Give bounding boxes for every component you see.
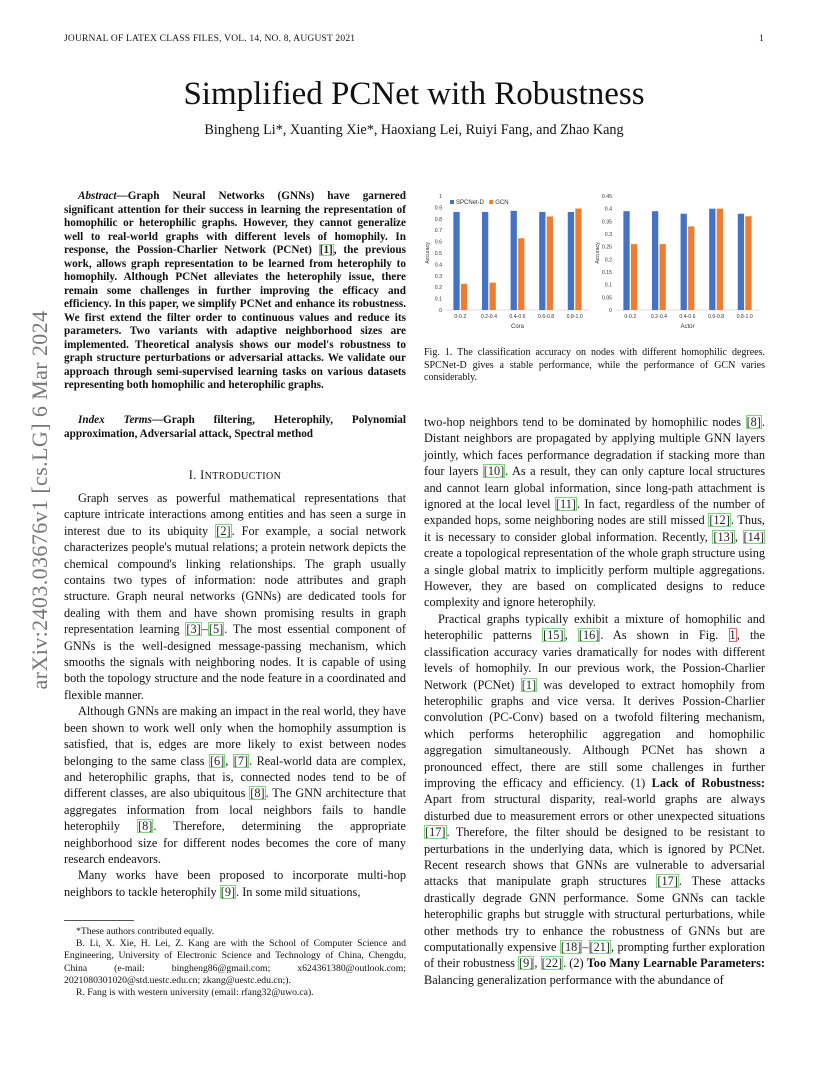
y-tick-label: 0 bbox=[609, 308, 612, 314]
footnote: B. Li, X. Xie, H. Lei, Z. Kang are with the School of Computer Science and Engineering, University of Electronic Science and Technology of China, Chengdu, China (e-mail: bingheng86@gmail.com; x624361380@outlook.com; 2021080301020@std.uestc.edu.cn; zkang@uestc.edu.cn;). bbox=[64, 938, 406, 986]
y-tick-label: 0.1 bbox=[434, 296, 442, 303]
citation-link[interactable]: [9] bbox=[220, 884, 236, 899]
abstract-label: Abstract bbox=[78, 190, 117, 202]
bar-spcnet-d bbox=[511, 211, 517, 310]
y-tick-label: 0.3 bbox=[604, 232, 612, 238]
citation-link[interactable]: [14] bbox=[743, 529, 764, 544]
section-heading-introduction: I. INTRODUCTION bbox=[188, 468, 282, 482]
citation-link[interactable]: [9] bbox=[519, 956, 534, 971]
figure-link[interactable]: 1 bbox=[729, 628, 736, 643]
x-tick-label: 0.6-0.8 bbox=[708, 314, 725, 320]
bar-spcnet-d bbox=[652, 211, 658, 310]
running-head bbox=[64, 34, 764, 44]
citation-link[interactable]: [2] bbox=[216, 523, 231, 538]
y-tick-label: 0.6 bbox=[434, 239, 442, 246]
citation-link[interactable]: [17] bbox=[425, 825, 446, 840]
paragraph: Practical graphs typically exhibit a mixture of homophilic and heterophilic patterns [15], [16]. As shown in Fig. 1, the classification accuracy varies dramatically for nodes with different levels of homophily. In our previous work, the Possion-Charlier Network (PCNet) [1] was developed to extract homophily from heterophilic graphs and vice versa. It derives Possion-Charlier convolution (PC-Conv) based on a twofold filtering mechanism, which performs heterophilic aggregation and homophilic aggregation simultaneously. Although PCNet has shown a pronounced effect, there are still some challenges in further improving the efficacy and efficiency. (1) Lack of Robustness: Apart from structural disparity, real-world graphs are always disturbed due to measurement errors or other unexpected situations [17]. Therefore, the filter should be designed to be resistant to perturbations in the underlying data, which is ignored by PCNet. Recent research shows that GNNs are vulnerable to adversarial attacks that manipulate graph structures [17]. These attacks drastically degrade GNN performance. Some GNNs can tackle heterophilic graphs but struggle with structural perturbations, while other methods try to enhance the robustness of GNNs but are computationally expensive [18]–[21], prompting further exploration of their robustness [9], [22]. (2) Too Many Learnable Parameters: Balancing generalization performance with the abundance of bbox=[424, 611, 765, 987]
figure-1-caption: Fig. 1. The classification accuracy on nodes with different homophilic degrees. SPCNet-D gives a stable performance, while the performance of GCN varies considerably. bbox=[424, 347, 765, 383]
citation-link[interactable]: [6] bbox=[209, 753, 225, 768]
y-tick-label: 0.2 bbox=[604, 257, 612, 264]
citation-link[interactable]: [21] bbox=[589, 940, 611, 954]
citation-link[interactable]: [16] bbox=[578, 628, 600, 643]
y-tick-label: 0.05 bbox=[601, 295, 612, 302]
bar-spcnet-d bbox=[681, 214, 687, 310]
y-tick-label: 0.2 bbox=[434, 285, 442, 292]
bar-gcn bbox=[547, 217, 553, 310]
author-list: Bingheng Li*, Xuanting Xie*, Haoxiang Lei, Ruiyi Fang, and Zhao Kang bbox=[204, 122, 624, 138]
citation-link[interactable]: [8] bbox=[250, 786, 265, 801]
footnote-rule bbox=[64, 920, 134, 921]
x-tick-label: 0.8-1.0 bbox=[566, 314, 583, 320]
x-tick-label: 0.8-1.0 bbox=[736, 314, 753, 320]
y-tick-label: 0.35 bbox=[601, 219, 612, 226]
chart-actor bbox=[595, 194, 759, 330]
bar-spcnet-d bbox=[482, 212, 488, 310]
citation-link[interactable]: [12] bbox=[709, 513, 730, 528]
y-tick-label: 0.7 bbox=[434, 228, 442, 235]
index-terms: Index Terms—Graph filtering, Heterophily, Polynomial approximation, Adversarial attack, Spectral method bbox=[64, 414, 406, 440]
y-axis-label: Accuracy bbox=[595, 242, 601, 264]
bar-gcn bbox=[631, 244, 637, 310]
bar-gcn bbox=[490, 283, 496, 310]
paragraph: two-hop neighbors tend to be dominated by homophilic nodes [8]. Distant neighbors are propagated by applying multiple GNN layers jointly, which faces performance degradation if stacking more than four layers [10]. As a result, they can only capture local structures and cannot learn global information, since long-path attachment is ignored at the local level [11]. In fact, regardless of the number of expanded hops, some neighboring nodes are still missed [12]. Thus, it is necessary to consider global information. Recently, [13], [14] create a topological representation of the whole graph structure using a single global matrix to implicitly perform multiple aggregations. However, they are based on complicated designs to reduce complexity and ignore heterophily. bbox=[424, 415, 765, 610]
bar-gcn bbox=[745, 216, 751, 310]
bar-spcnet-d bbox=[568, 212, 574, 310]
x-tick-label: 0.2-0.4 bbox=[480, 314, 497, 320]
footnote: R. Fang is with western university (email: rfang32@uwo.ca). bbox=[76, 987, 314, 999]
legend-swatch bbox=[489, 200, 493, 204]
paragraph: Although GNNs are making an impact in the real world, they have been shown to work well only when the homophily assumption is satisfied, that is, edges are more likely to exist between nodes belonging to the same class [6], [7]. Real-world data are complex, and heterophilic graphs, that is, connected nodes tend to be of different classes, are also ubiquitous [8]. The GNN architecture that aggregates information from local neighbors fails to handle heterophily [8]. Therefore, determining the appropriate neighborhood size for different nodes becomes the core of many research endeavors. bbox=[64, 704, 407, 866]
citation-link[interactable]: [8] bbox=[746, 415, 761, 429]
citation-link[interactable]: [22] bbox=[541, 956, 563, 971]
figure-1-charts bbox=[424, 188, 765, 336]
index-terms-label: Index Terms bbox=[78, 414, 152, 426]
page-number: 1 bbox=[759, 34, 764, 44]
y-tick-label: 0.5 bbox=[434, 251, 442, 257]
x-tick-label: 0-0.2 bbox=[624, 314, 637, 320]
y-tick-label: 0.15 bbox=[601, 270, 612, 276]
citation-link[interactable]: [17] bbox=[657, 874, 678, 889]
y-tick-label: 0.25 bbox=[601, 244, 612, 251]
legend-label: GCN bbox=[495, 200, 509, 206]
citation-link[interactable]: [8] bbox=[137, 819, 153, 834]
chart-cora bbox=[425, 194, 589, 330]
bar-gcn bbox=[461, 284, 467, 310]
citation-link[interactable]: [7] bbox=[233, 753, 249, 768]
bar-spcnet-d bbox=[709, 209, 715, 310]
y-axis-label: Accuracy bbox=[425, 242, 431, 264]
paragraph: Graph serves as powerful mathematical representations that capture intricate interactions among entities and has seen a surge in interest due to its ubiquity [2]. For example, a social network characterizes people's mutual relations; a protein network depicts the chemical compound's linking relationships. The graph usually contains two types of information: node attributes and graph structure. Graph neural networks (GNNs) are dedicated tools for dealing with them and have shown promising results in graph representation learning [3]–[5]. The most essential component of GNNs is the well-designed message-passing mechanism, which smooths the signals with neighboring nodes. It is capable of using both the topology structure and the node feature in a coordinated and flexible manner. bbox=[64, 491, 407, 702]
chart-svg bbox=[424, 188, 765, 336]
citation-link[interactable]: [18] bbox=[560, 940, 582, 954]
y-tick-label: 0.4 bbox=[604, 206, 612, 213]
legend-swatch bbox=[450, 200, 454, 204]
legend-label: SPCNet-D bbox=[456, 200, 485, 206]
x-tick-label: 0-0.2 bbox=[454, 314, 467, 320]
citation-link[interactable]: [13] bbox=[713, 529, 734, 544]
right-column-body bbox=[424, 414, 765, 988]
y-tick-label: 0.45 bbox=[601, 194, 612, 200]
y-tick-label: 0.4 bbox=[434, 262, 442, 269]
arxiv-id: arXiv:2403.03676v1 [cs.LG] 6 Mar 2024 bbox=[27, 310, 52, 690]
bar-gcn bbox=[717, 209, 723, 310]
y-tick-label: 1 bbox=[439, 194, 442, 200]
citation-link[interactable]: [1] bbox=[319, 244, 333, 256]
bar-gcn bbox=[660, 244, 666, 310]
y-tick-label: 0.1 bbox=[604, 282, 612, 289]
footnote: *These authors contributed equally. bbox=[76, 926, 215, 937]
x-tick-label: 0.4-0.6 bbox=[679, 314, 696, 320]
footnotes bbox=[64, 926, 406, 999]
citation-link[interactable]: [10] bbox=[483, 464, 505, 479]
arxiv-sidebar bbox=[28, 290, 52, 710]
y-tick-label: 0.8 bbox=[434, 216, 442, 223]
paragraph: Many works have been proposed to incorporate multi-hop neighbors to tackle heterophily [9]. In some mild situations, bbox=[64, 868, 406, 899]
x-tick-label: 0.6-0.8 bbox=[538, 314, 555, 320]
bar-spcnet-d bbox=[623, 211, 629, 310]
x-axis-label: Actor bbox=[680, 324, 695, 330]
citation-link[interactable]: [5] bbox=[208, 622, 224, 637]
y-tick-label: 0 bbox=[439, 308, 442, 314]
bar-spcnet-d bbox=[539, 212, 545, 310]
citation-link[interactable]: [1] bbox=[521, 677, 537, 692]
citation-link[interactable]: [15] bbox=[543, 628, 564, 643]
bar-gcn bbox=[518, 238, 524, 310]
y-tick-label: 0.3 bbox=[434, 273, 442, 280]
y-tick-label: 0.9 bbox=[434, 205, 442, 212]
citation-link[interactable]: [3] bbox=[186, 622, 201, 637]
x-tick-label: 0.4-0.6 bbox=[509, 314, 526, 320]
x-axis-label: Cora bbox=[510, 324, 525, 330]
bar-gcn bbox=[688, 226, 694, 310]
paper-title: Simplified PCNet with Robustness bbox=[183, 76, 645, 112]
bar-spcnet-d bbox=[453, 212, 459, 310]
citation-link[interactable]: [11] bbox=[555, 497, 576, 512]
x-tick-label: 0.2-0.4 bbox=[650, 314, 667, 320]
journal-name: JOURNAL OF LATEX CLASS FILES, VOL. 14, NO. 8, AUGUST 2021 bbox=[64, 34, 356, 44]
bar-spcnet-d bbox=[738, 214, 744, 310]
bar-gcn bbox=[575, 209, 581, 310]
left-column-body bbox=[64, 490, 406, 900]
abstract: Abstract—Graph Neural Networks (GNNs) have garnered significant attention for their success in learning the representation of homophilic or heterophilic graphs. However, they cannot generalize well to real-world graphs with different levels of homophily. In response, the Possion-Charlier Network (PCNet) [1], the previous work, allows graph representation to be learned from heterophily to homophily. Although PCNet alleviates the heterophily issue, there remain some challenges in further improving the efficacy and efficiency. In this paper, we simplify PCNet and enhance its robustness. We first extend the filter order to continuous values and reduce its parameters. Two variants with adaptive neighborhood sizes are implemented. Theoretical analysis shows our model's robustness to graph structure perturbations or adversarial attacks. We validate our approach through semi-supervised learning tasks on various datasets representing both homophilic and heterophilic graphs. bbox=[64, 190, 406, 391]
